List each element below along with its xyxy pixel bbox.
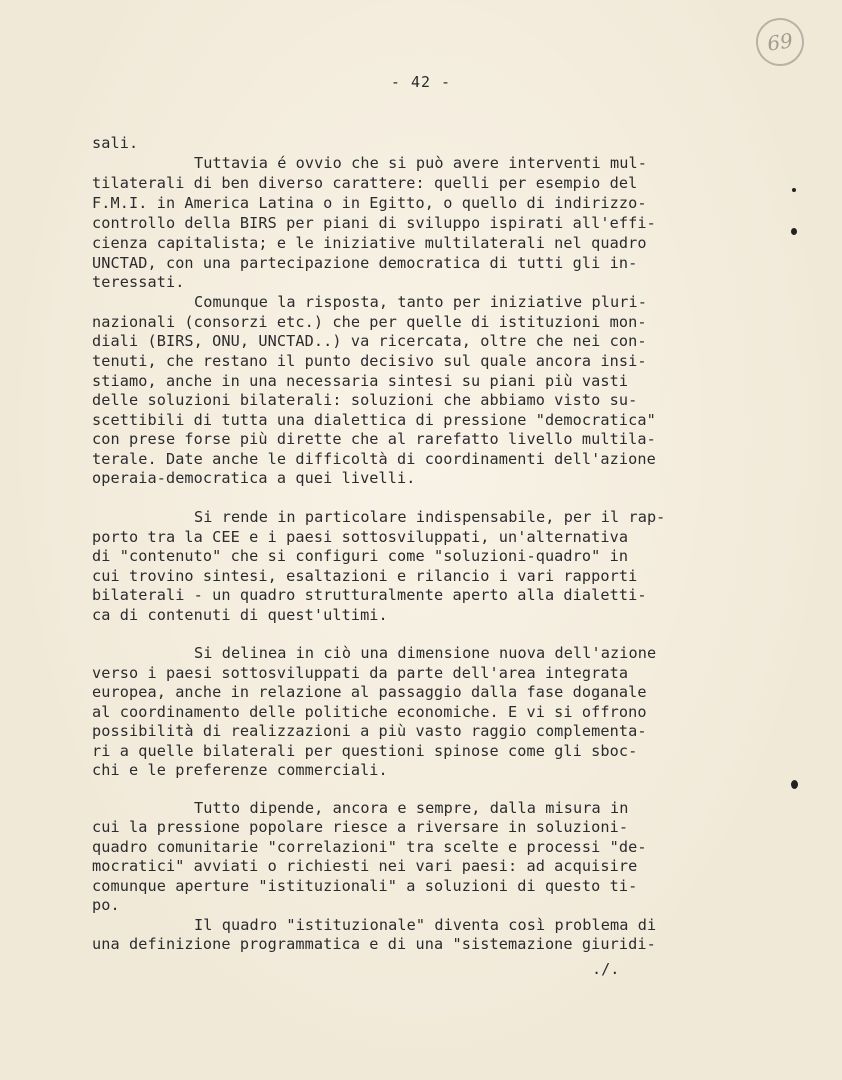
text-line: europea, anche in relazione al passaggio dalla fase doganale [92, 683, 647, 701]
text-line: quadro comunitarie "correlazioni" tra scelte e processi "de- [92, 838, 647, 856]
text-line: una definizione programmatica e di una "sistemazione giuridi- [92, 935, 656, 953]
binder-hole-mark [791, 780, 798, 789]
text-line: cienza capitalista; e le iniziative multilaterali nel quadro [92, 234, 647, 252]
text-line: chi e le preferenze commerciali. [92, 761, 388, 779]
archive-stamp: 69 [753, 15, 807, 69]
text-line: Il quadro "istituzionale" diventa così problema di [194, 916, 657, 934]
text-line: Tuttavia é ovvio che si può avere interventi mul- [194, 154, 647, 172]
binder-hole-mark [792, 188, 796, 192]
text-line: Si delinea in ciò una dimensione nuova dell'azione [194, 644, 657, 662]
text-line: sali. [92, 134, 139, 152]
text-line: cui la pressione popolare riesce a riversare in soluzioni- [92, 818, 629, 836]
text-line: delle soluzioni bilaterali: soluzioni che abbiamo visto su- [92, 391, 638, 409]
text-line: stiamo, anche in una necessaria sintesi su piani più vasti [92, 372, 629, 390]
text-line: ca di contenuti di quest'ultimi. [92, 606, 388, 624]
text-line: porto tra la CEE e i paesi sottosviluppati, un'alternativa [92, 528, 629, 546]
text-line: possibilità di realizzazioni a più vasto raggio complementa- [92, 722, 647, 740]
text-line: po. [92, 896, 120, 914]
text-line: di "contenuto" che si configuri come "soluzioni-quadro" in [92, 547, 629, 565]
text-line: controllo della BIRS per piani di sviluppo ispirati all'effi- [92, 214, 656, 232]
text-line: con prese forse più dirette che al rarefatto livello multila- [92, 430, 656, 448]
text-line: diali (BIRS, ONU, UNCTAD..) va ricercata, oltre che nei con- [92, 332, 647, 350]
text-line: tenuti, che restano il punto decisivo sul quale ancora insi- [92, 352, 647, 370]
page-number: - 42 - [390, 73, 452, 91]
text-line: nazionali (consorzi etc.) che per quelle di istituzioni mon- [92, 313, 647, 331]
text-line: comunque aperture "istituzionali" a soluzioni di questo ti- [92, 877, 638, 895]
text-line: Si rende in particolare indispensabile, per il rap- [194, 508, 666, 526]
text-line: F.M.I. in America Latina o in Egitto, o quello di indirizzo- [92, 194, 647, 212]
text-line: bilaterali - un quadro strutturalmente aperto alla dialetti- [92, 586, 647, 604]
text-line: cui trovino sintesi, esaltazioni e rilancio i vari rapporti [92, 567, 638, 585]
text-line: verso i paesi sottosviluppati da parte dell'area integrata [92, 664, 629, 682]
text-line: tilaterali di ben diverso carattere: quelli per esempio del [92, 174, 638, 192]
text-line: teressati. [92, 273, 185, 291]
text-line: ri a quelle bilaterali per questioni spinose come gli sboc- [92, 742, 638, 760]
text-line: operaia-democratica a quei livelli. [92, 469, 416, 487]
text-line: UNCTAD, con una partecipazione democratica di tutti gli in- [92, 254, 638, 272]
text-line: Comunque la risposta, tanto per iniziative pluri- [194, 293, 647, 311]
text-line: Tutto dipende, ancora e sempre, dalla misura in [194, 799, 629, 817]
continuation-mark: ./. [592, 960, 620, 978]
text-line: mocratici" avviati o richiesti nei vari paesi: ad acquisire [92, 857, 638, 875]
text-line: scettibili di tutta una dialettica di pressione "democratica" [92, 411, 656, 429]
text-line: terale. Date anche le difficoltà di coordinamenti dell'azione [92, 450, 656, 468]
text-line: al coordinamento delle politiche economiche. E vi si offrono [92, 703, 647, 721]
binder-hole-mark [791, 228, 797, 235]
